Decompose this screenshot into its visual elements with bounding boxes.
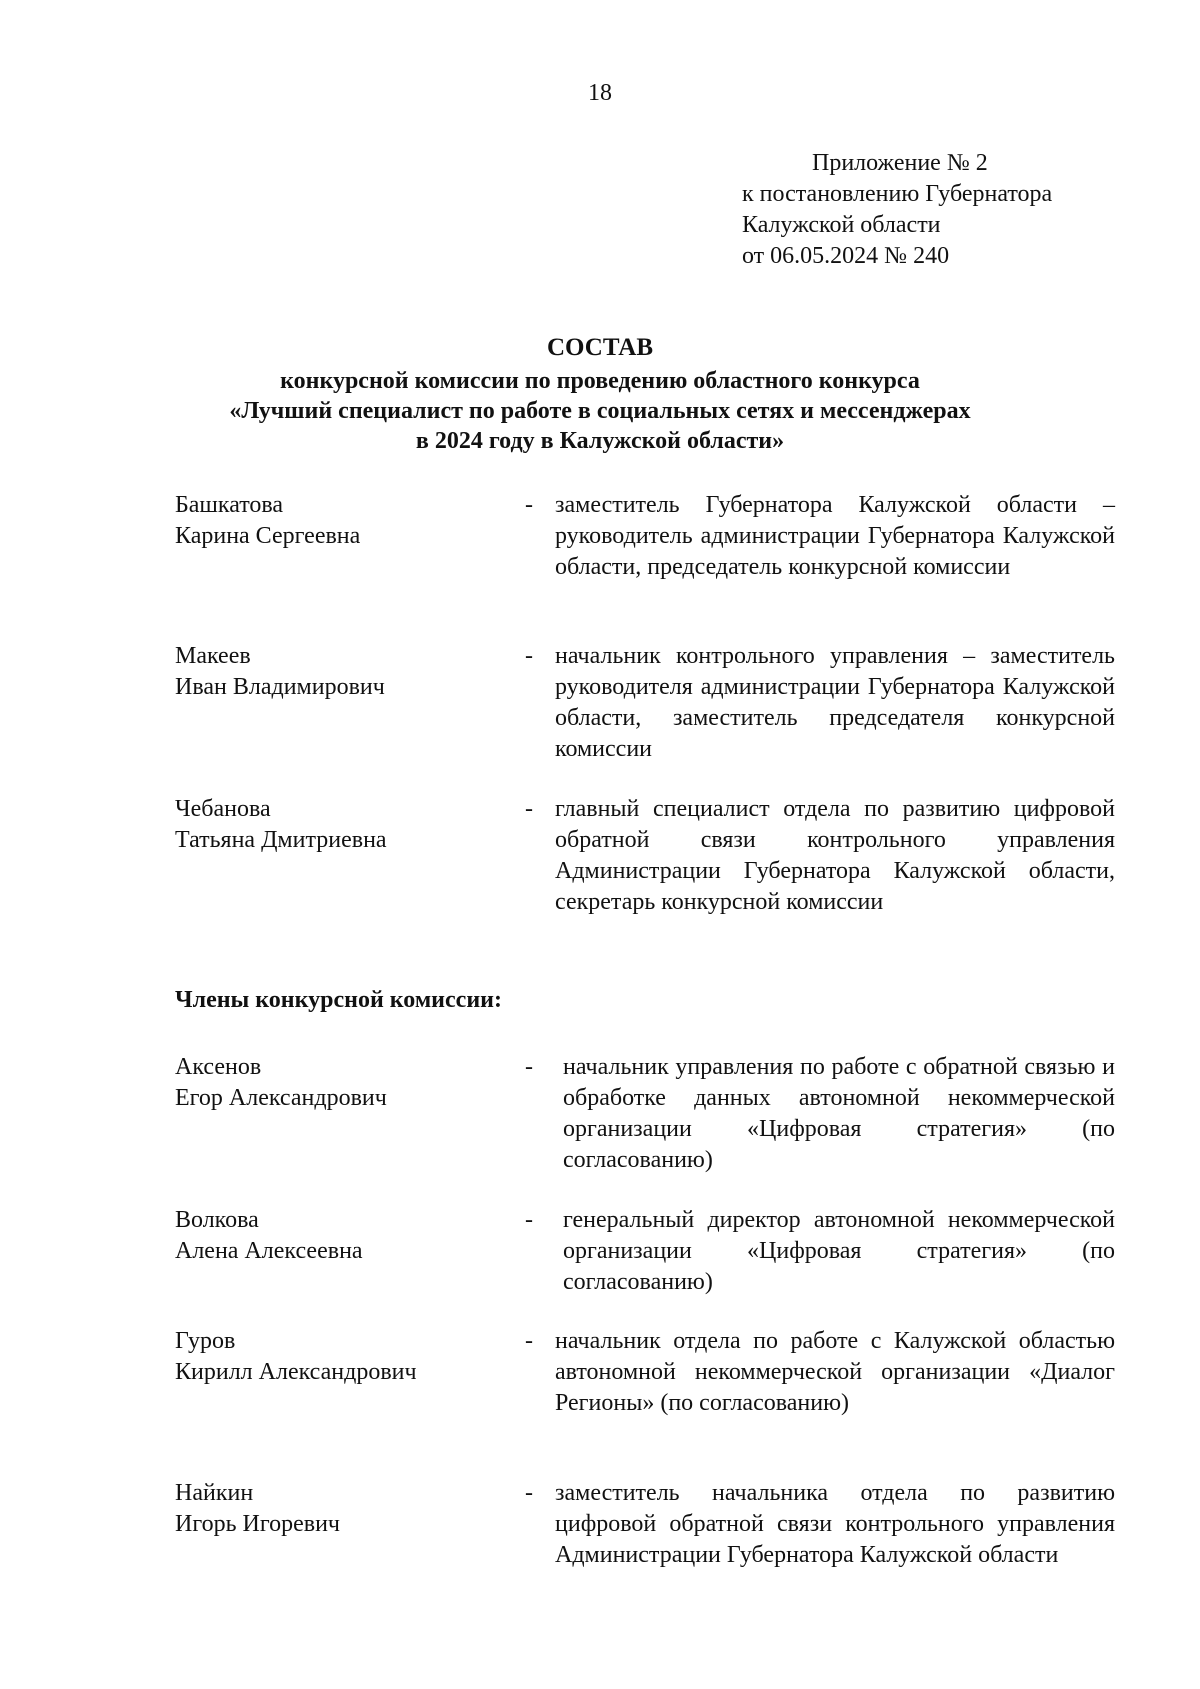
appendix-header bbox=[742, 148, 1052, 272]
appendix-region: Калужской области bbox=[742, 212, 941, 238]
person-given-name: Игорь Игоревич bbox=[175, 1511, 340, 1537]
person-name bbox=[175, 641, 505, 703]
dash-separator: - bbox=[525, 1207, 533, 1233]
dash-separator: - bbox=[525, 796, 533, 822]
dash-separator: - bbox=[525, 492, 533, 518]
person-surname: Чебанова bbox=[175, 796, 271, 822]
dash-separator: - bbox=[525, 1054, 533, 1080]
person-given-name: Иван Владимирович bbox=[175, 674, 385, 700]
person-name bbox=[175, 794, 505, 856]
person-given-name: Алена Алексеевна bbox=[175, 1238, 363, 1264]
person-surname: Найкин bbox=[175, 1480, 254, 1506]
document-title bbox=[0, 333, 1200, 456]
title-line-3: «Лучший специалист по работе в социальных сетях и мессенджерах bbox=[229, 398, 971, 424]
title-line-2: конкурсной комиссии по проведению областного конкурса bbox=[280, 368, 920, 394]
person-name bbox=[175, 1326, 505, 1388]
person-surname: Аксенов bbox=[175, 1054, 262, 1080]
appendix-reference: к постановлению Губернатора bbox=[742, 181, 1053, 207]
person-name bbox=[175, 490, 505, 552]
person-name bbox=[175, 1052, 505, 1114]
person-given-name: Татьяна Дмитриевна bbox=[175, 827, 387, 853]
title-line-4: в 2024 году в Калужской области» bbox=[415, 428, 785, 454]
person-role: заместитель начальника отдела по развитию цифровой обратной связи контрольного управления Администрации Губернатора Калужской области bbox=[555, 1480, 1115, 1568]
person-given-name: Карина Сергеевна bbox=[175, 523, 361, 549]
dash-separator: - bbox=[525, 643, 533, 669]
person-surname: Башкатова bbox=[175, 492, 284, 518]
dash-separator: - bbox=[525, 1480, 533, 1506]
members-heading: Члены конкурсной комиссии: bbox=[175, 987, 502, 1013]
person-given-name: Кирилл Александрович bbox=[175, 1359, 417, 1385]
person-role: начальник контрольного управления – заместитель руководителя администрации Губернатора Калужской области, заместитель председателя конкурсной комиссии bbox=[555, 643, 1115, 762]
person-name bbox=[175, 1205, 505, 1267]
person-role: генеральный директор автономной некоммерческой организации «Цифровая стратегия» (по согласованию) bbox=[563, 1207, 1115, 1295]
title-main: СОСТАВ bbox=[546, 334, 654, 361]
person-role: заместитель Губернатора Калужской области – руководитель администрации Губернатора Калужской области, председатель конкурсной комиссии bbox=[555, 492, 1115, 580]
person-given-name: Егор Александрович bbox=[175, 1085, 387, 1111]
person-role: главный специалист отдела по развитию цифровой обратной связи контрольного управления Администрации Губернатора Калужской области, секретарь конкурсной комиссии bbox=[555, 796, 1115, 915]
person-surname: Гуров bbox=[175, 1328, 236, 1354]
person-surname: Макеев bbox=[175, 643, 251, 669]
person-role: начальник отдела по работе с Калужской областью автономной некоммерческой организации «Диалог Регионы» (по согласованию) bbox=[555, 1328, 1115, 1416]
appendix-date-number: от 06.05.2024 № 240 bbox=[742, 243, 950, 269]
person-role: начальник управления по работе с обратной связью и обработке данных автономной некоммерческой организации «Цифровая стратегия» (по согласованию) bbox=[563, 1054, 1115, 1173]
appendix-number: Приложение № 2 bbox=[812, 150, 988, 176]
page-number: 18 bbox=[588, 80, 612, 106]
dash-separator: - bbox=[525, 1328, 533, 1354]
person-name bbox=[175, 1478, 505, 1540]
person-surname: Волкова bbox=[175, 1207, 259, 1233]
